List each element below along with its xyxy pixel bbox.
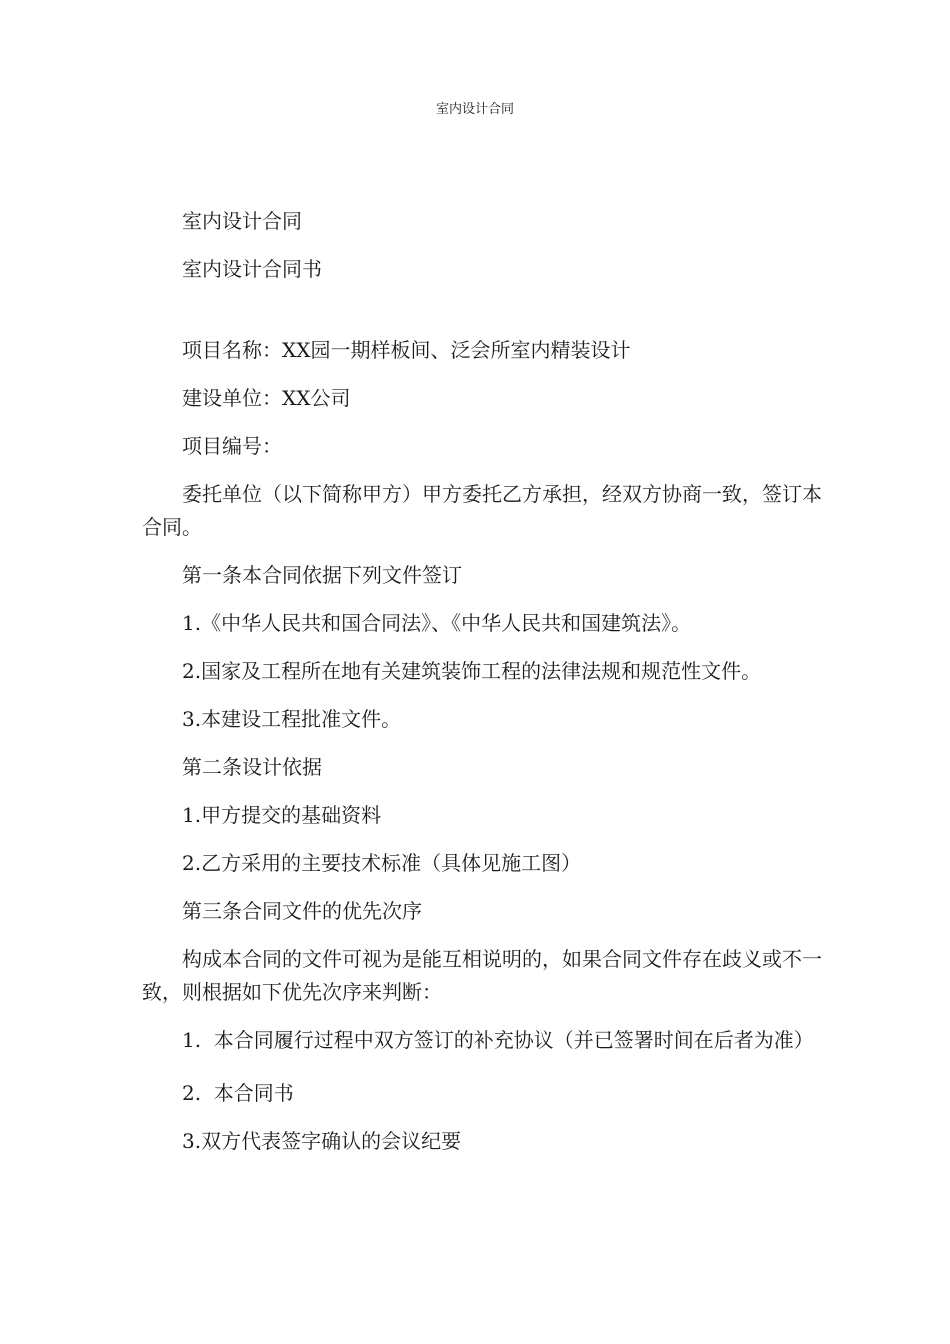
running-header: 室内设计合同 <box>435 102 514 117</box>
article-3-item-3: 3.双方代表签字确认的会议纪要 <box>182 1129 462 1153</box>
doc-subtitle: 室内设计合同书 <box>182 257 322 281</box>
project-number: 项目编号： <box>182 434 282 458</box>
construction-unit: 建设单位：XX公司 <box>182 386 351 410</box>
article-1-item-1: 1.《中华人民共和国合同法》、《中华人民共和国建筑法》。 <box>182 611 692 635</box>
article-1-item-2: 2.国家及工程所在地有关建筑装饰工程的法律法规和规范性文件。 <box>182 659 762 683</box>
article-2-item-1: 1.甲方提交的基础资料 <box>182 803 382 827</box>
article-1-item-3: 3.本建设工程批准文件。 <box>182 707 402 731</box>
article-2-heading: 第二条设计依据 <box>182 755 322 779</box>
article-1-heading: 第一条本合同依据下列文件签订 <box>182 563 462 587</box>
article-2-item-2: 2.乙方采用的主要技术标准（具体见施工图） <box>182 851 582 875</box>
document-body <box>142 205 832 1173</box>
article-3-item-1: 1. 本合同履行过程中双方签订的补充协议（并已签署时间在后者为准） <box>182 1028 814 1052</box>
article-3-item-2: 2. 本合同书 <box>182 1081 294 1105</box>
doc-title: 室内设计合同 <box>182 209 302 233</box>
intro-paragraph: 委托单位（以下简称甲方）甲方委托乙方承担，经双方协商一致，签订本合同。 <box>142 482 822 539</box>
project-name: 项目名称：XX园一期样板间、泛会所室内精装设计 <box>182 338 631 362</box>
article-3-heading: 第三条合同文件的优先次序 <box>182 899 422 923</box>
article-3-body: 构成本合同的文件可视为是能互相说明的，如果合同文件存在歧义或不一致，则根据如下优先次序来判断： <box>142 947 822 1004</box>
